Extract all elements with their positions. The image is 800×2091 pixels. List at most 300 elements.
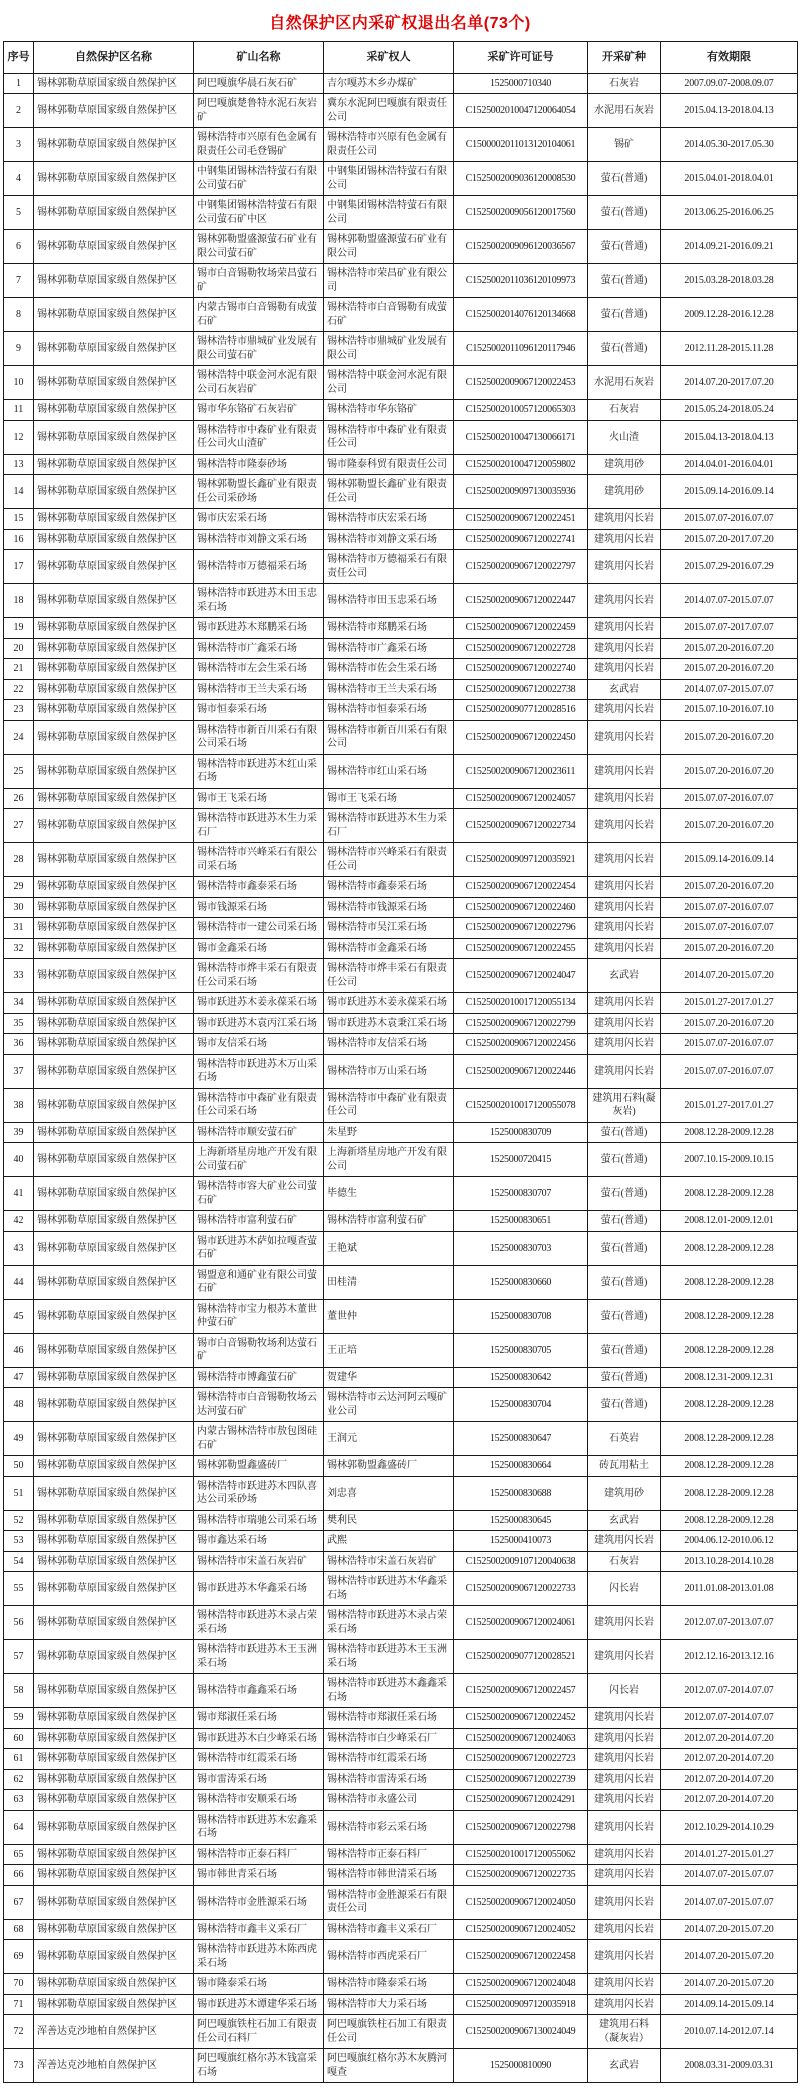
table-row	[4, 1674, 798, 1708]
cell-period: 2012.07.07-2014.07.07	[661, 1674, 798, 1708]
cell-mine: 锡市跃进苏木华鑫采石场	[194, 1572, 324, 1606]
cell-reserve: 锡林郭勒草原国家级自然保护区	[34, 1551, 194, 1572]
cell-holder: 锡林浩特市跃进苏木生力采石厂	[324, 809, 454, 843]
table-row	[4, 638, 798, 659]
table-row	[4, 1572, 798, 1606]
cell-mine: 锡林浩特市刘静文采石场	[194, 529, 324, 550]
cell-reserve: 锡林郭勒草原国家级自然保护区	[34, 1422, 194, 1456]
cell-no: 35	[4, 1013, 34, 1034]
cell-reserve: 锡林郭勒草原国家级自然保护区	[34, 332, 194, 366]
cell-mineral: 玄武岩	[588, 679, 661, 700]
cell-license: C1525002009067120022451	[454, 509, 588, 530]
cell-mineral: 石灰岩	[588, 1551, 661, 1572]
cell-no: 59	[4, 1708, 34, 1729]
cell-period: 2014.07.07-2015.07.07	[661, 1865, 798, 1886]
cell-license: 1525000830645	[454, 1510, 588, 1531]
cell-mine: 锡林浩特市安顺采石场	[194, 1790, 324, 1811]
cell-mine: 锡林浩特市顺安萤石矿	[194, 1122, 324, 1143]
cell-reserve: 锡林郭勒草原国家级自然保护区	[34, 1177, 194, 1211]
cell-reserve: 锡林郭勒草原国家级自然保护区	[34, 509, 194, 530]
table-row	[4, 1708, 798, 1729]
cell-period: 2008.12.28-2009.12.28	[661, 1122, 798, 1143]
cell-no: 68	[4, 1919, 34, 1940]
table-row	[4, 618, 798, 639]
cell-period: 2015.07.07-2016.07.07	[661, 897, 798, 918]
cell-mine: 锡市跃进苏木萨如拉嘎查萤石矿	[194, 1231, 324, 1265]
cell-mine: 内蒙古锡市白音锡勒有成萤石矿	[194, 298, 324, 332]
cell-mine: 锡林浩特市兴峰采石有限公司采石场	[194, 843, 324, 877]
cell-license: C1525002010017120055134	[454, 993, 588, 1014]
cell-reserve: 锡林郭勒草原国家级自然保护区	[34, 298, 194, 332]
cell-reserve: 锡林郭勒草原国家级自然保护区	[34, 1231, 194, 1265]
cell-mine: 锡市白音锡勒牧场荣昌萤石矿	[194, 264, 324, 298]
cell-period: 2012.07.20-2014.07.20	[661, 1728, 798, 1749]
cell-no: 49	[4, 1422, 34, 1456]
cell-mine: 锡林浩特市新百川采石有限公司采石场	[194, 720, 324, 754]
cell-no: 28	[4, 843, 34, 877]
cell-no: 27	[4, 809, 34, 843]
cell-period: 2015.07.07-2016.07.07	[661, 1034, 798, 1055]
cell-no: 17	[4, 550, 34, 584]
table-row	[4, 332, 798, 366]
cell-license: 1525000830688	[454, 1476, 588, 1510]
cell-mineral: 建筑用闪长岩	[588, 1054, 661, 1088]
cell-reserve: 锡林郭勒草原国家级自然保护区	[34, 700, 194, 721]
cell-mineral: 玄武岩	[588, 2049, 661, 2083]
header-col-reserve: 自然保护区名称	[34, 42, 194, 74]
table-row	[4, 2049, 798, 2083]
cell-period: 2014.07.07-2015.07.07	[661, 1885, 798, 1919]
cell-mine: 锡林浩特市中森矿业有限责任公司火山渣矿	[194, 420, 324, 454]
cell-mine: 锡林浩特市瑞驰公司采石场	[194, 1510, 324, 1531]
cell-mineral: 萤石(普通)	[588, 196, 661, 230]
cell-holder: 冀东水泥阿巴嘎旗有限责任公司	[324, 94, 454, 128]
cell-license: C1525002009067120022454	[454, 877, 588, 898]
cell-license: 1525000830708	[454, 1299, 588, 1333]
table-row	[4, 230, 798, 264]
cell-no: 38	[4, 1088, 34, 1122]
cell-license: C1525002009067120022457	[454, 1674, 588, 1708]
cell-mineral: 建筑用闪长岩	[588, 659, 661, 680]
cell-mine: 锡林浩特中联金河水泥有限公司石灰岩矿	[194, 366, 324, 400]
cell-mineral: 建筑用闪长岩	[588, 809, 661, 843]
cell-license: 1525000830703	[454, 1231, 588, 1265]
cell-holder: 锡林浩特市钱源采石场	[324, 897, 454, 918]
cell-license: C1525002009067120023611	[454, 754, 588, 788]
cell-holder: 锡林郭勒盟长鑫矿业有限责任公司	[324, 475, 454, 509]
cell-reserve: 锡林郭勒草原国家级自然保护区	[34, 1456, 194, 1477]
cell-mineral: 水泥用石灰岩	[588, 94, 661, 128]
cell-mine: 锡市鑫达采石场	[194, 1531, 324, 1552]
cell-mineral: 闪长岩	[588, 1674, 661, 1708]
cell-license: C1525002009097120035918	[454, 1994, 588, 2015]
table-row	[4, 959, 798, 993]
cell-period: 2015.07.07-2017.07.07	[661, 618, 798, 639]
cell-holder: 锡林浩特市万德福采石有限责任公司	[324, 550, 454, 584]
cell-mineral: 萤石(普通)	[588, 1333, 661, 1367]
cell-no: 6	[4, 230, 34, 264]
cell-mine: 上海新塔星房地产开发有限公司萤石矿	[194, 1143, 324, 1177]
header-col-mine: 矿山名称	[194, 42, 324, 74]
cell-period: 2012.07.07-2013.07.07	[661, 1606, 798, 1640]
cell-mineral: 建筑用石料（凝灰岩）	[588, 2015, 661, 2049]
cell-mineral: 萤石(普通)	[588, 162, 661, 196]
cell-no: 66	[4, 1865, 34, 1886]
cell-no: 30	[4, 897, 34, 918]
cell-no: 12	[4, 420, 34, 454]
cell-reserve: 锡林郭勒草原国家级自然保护区	[34, 1708, 194, 1729]
cell-reserve: 锡林郭勒草原国家级自然保护区	[34, 550, 194, 584]
cell-period: 2015.04.13-2018.04.13	[661, 94, 798, 128]
cell-reserve: 锡林郭勒草原国家级自然保护区	[34, 1940, 194, 1974]
cell-reserve: 锡林郭勒草原国家级自然保护区	[34, 1572, 194, 1606]
cell-mineral: 建筑用闪长岩	[588, 1708, 661, 1729]
table-row	[4, 162, 798, 196]
cell-license: 1525000830705	[454, 1333, 588, 1367]
cell-license: C1525002009067120022740	[454, 659, 588, 680]
cell-period: 2012.11.28-2015.11.28	[661, 332, 798, 366]
cell-license: 1525000830642	[454, 1367, 588, 1388]
cell-period: 2015.09.14-2016.09.14	[661, 475, 798, 509]
cell-no: 29	[4, 877, 34, 898]
cell-no: 62	[4, 1769, 34, 1790]
cell-holder: 锡林浩特市刘静文采石场	[324, 529, 454, 550]
table-row	[4, 1088, 798, 1122]
table-row	[4, 420, 798, 454]
cell-period: 2014.07.07-2015.07.07	[661, 584, 798, 618]
header-col-period: 有效期限	[661, 42, 798, 74]
cell-no: 43	[4, 1231, 34, 1265]
cell-mine: 锡林浩特市跃进苏木红山采石场	[194, 754, 324, 788]
cell-mine: 锡林浩特市跃进苏木王玉洲采石场	[194, 1640, 324, 1674]
cell-mine: 锡盟意和通矿业有限公司萤石矿	[194, 1265, 324, 1299]
cell-license: C1525002009067120024057	[454, 788, 588, 809]
table-row	[4, 1211, 798, 1232]
cell-mine: 锡林浩特市跃进苏木四队喜达公司采砂场	[194, 1476, 324, 1510]
cell-mineral: 萤石(普通)	[588, 332, 661, 366]
cell-license: C1525002009067120022728	[454, 638, 588, 659]
cell-holder: 上海新塔星房地产开发有限公司	[324, 1143, 454, 1177]
cell-holder: 锡林浩特市白少峰采石厂	[324, 1728, 454, 1749]
cell-period: 2014.07.20-2015.07.20	[661, 1919, 798, 1940]
cell-holder: 锡林浩特市跃进苏木王玉洲采石场	[324, 1640, 454, 1674]
cell-holder: 阿巴嘎旗铁柱石加工有限责任公司	[324, 2015, 454, 2049]
cell-holder: 锡市跃进苏木姜永葆采石场	[324, 993, 454, 1014]
cell-mineral: 建筑用闪长岩	[588, 938, 661, 959]
cell-holder: 吉尔嘎苏木乡办煤矿	[324, 73, 454, 94]
cell-mine: 中钢集团锡林浩特萤石有限公司萤石矿中区	[194, 196, 324, 230]
cell-license: 1525000710340	[454, 73, 588, 94]
cell-mine: 锡林浩特市跃进苏木录占荣采石场	[194, 1606, 324, 1640]
cell-mine: 锡林浩特市红霞采石场	[194, 1749, 324, 1770]
cell-no: 45	[4, 1299, 34, 1333]
cell-license: C1525002009067120022723	[454, 1749, 588, 1770]
cell-reserve: 锡林郭勒草原国家级自然保护区	[34, 843, 194, 877]
table-row	[4, 659, 798, 680]
header-row	[4, 42, 798, 74]
cell-mine: 内蒙古锡林浩特市敖包图硅石矿	[194, 1422, 324, 1456]
cell-reserve: 锡林郭勒草原国家级自然保护区	[34, 897, 194, 918]
cell-mine: 锡林浩特市鑫泰采石场	[194, 877, 324, 898]
cell-license: 1525000830704	[454, 1388, 588, 1422]
cell-holder: 锡林浩特市永盛公司	[324, 1790, 454, 1811]
cell-holder: 阿巴嘎旗红格尔苏木灰腾河嘎查	[324, 2049, 454, 2083]
cell-holder: 锡林浩特市万山采石场	[324, 1054, 454, 1088]
cell-period: 2015.07.07-2016.07.07	[661, 509, 798, 530]
cell-mineral: 建筑用砂	[588, 1476, 661, 1510]
cell-mineral: 火山渣	[588, 420, 661, 454]
cell-no: 47	[4, 1367, 34, 1388]
table-row	[4, 1728, 798, 1749]
cell-period: 2012.12.16-2013.12.16	[661, 1640, 798, 1674]
cell-mineral: 萤石(普通)	[588, 230, 661, 264]
cell-holder: 董世仲	[324, 1299, 454, 1333]
cell-license: C1525002009067120024047	[454, 959, 588, 993]
cell-mine: 锡林浩特市隆泰砂场	[194, 454, 324, 475]
cell-mine: 阿巴嘎旗华晨石灰石矿	[194, 73, 324, 94]
cell-mine: 锡林浩特市兴原有色金属有限责任公司毛登锡矿	[194, 128, 324, 162]
cell-reserve: 锡林郭勒草原国家级自然保护区	[34, 1790, 194, 1811]
cell-holder: 锡林浩特市隆泰采石场	[324, 1974, 454, 1995]
cell-no: 56	[4, 1606, 34, 1640]
cell-period: 2008.12.31-2009.12.31	[661, 1367, 798, 1388]
cell-mineral: 建筑用闪长岩	[588, 897, 661, 918]
cell-holder: 锡林浩特市金鑫采石场	[324, 938, 454, 959]
cell-period: 2008.12.28-2009.12.28	[661, 1177, 798, 1211]
table-row	[4, 1177, 798, 1211]
table-row	[4, 196, 798, 230]
cell-period: 2015.07.20-2016.07.20	[661, 1013, 798, 1034]
cell-no: 15	[4, 509, 34, 530]
cell-reserve: 锡林郭勒草原国家级自然保护区	[34, 809, 194, 843]
cell-no: 44	[4, 1265, 34, 1299]
cell-license: C1525002009067120022458	[454, 1940, 588, 1974]
cell-holder: 锡林浩特市烨丰采石有限责任公司	[324, 959, 454, 993]
cell-no: 55	[4, 1572, 34, 1606]
cell-period: 2012.07.20-2014.07.20	[661, 1769, 798, 1790]
cell-mineral: 建筑用闪长岩	[588, 720, 661, 754]
cell-reserve: 锡林郭勒草原国家级自然保护区	[34, 73, 194, 94]
cell-no: 2	[4, 94, 34, 128]
cell-holder: 锡林浩特市荣昌矿业有限公司	[324, 264, 454, 298]
cell-holder: 锡林浩特中联金河水泥有限公司	[324, 366, 454, 400]
cell-reserve: 锡林郭勒草原国家级自然保护区	[34, 1143, 194, 1177]
cell-license: C1525002009067120022460	[454, 897, 588, 918]
cell-mineral: 建筑用闪长岩	[588, 1940, 661, 1974]
cell-mineral: 建筑用闪长岩	[588, 993, 661, 1014]
cell-period: 2015.07.07-2016.07.07	[661, 788, 798, 809]
cell-mineral: 萤石(普通)	[588, 264, 661, 298]
cell-mineral: 建筑用闪长岩	[588, 618, 661, 639]
cell-holder: 锡林浩特市恒泰采石场	[324, 700, 454, 721]
cell-period: 2015.07.20-2016.07.20	[661, 938, 798, 959]
cell-period: 2008.12.28-2009.12.28	[661, 1456, 798, 1477]
cell-license: C1525002009067120022446	[454, 1054, 588, 1088]
cell-no: 42	[4, 1211, 34, 1232]
cell-reserve: 锡林郭勒草原国家级自然保护区	[34, 1333, 194, 1367]
cell-no: 25	[4, 754, 34, 788]
cell-mine: 锡市雷涛采石场	[194, 1769, 324, 1790]
cell-license: C1525002009067120022741	[454, 529, 588, 550]
table-row	[4, 1388, 798, 1422]
cell-holder: 中钢集团锡林浩特萤石有限公司	[324, 162, 454, 196]
cell-mine: 锡林浩特市广鑫采石场	[194, 638, 324, 659]
cell-period: 2010.07.14-2012.07.14	[661, 2015, 798, 2049]
cell-license: C1525002009067120022452	[454, 1708, 588, 1729]
cell-mine: 锡市跃进苏木白少峰采石场	[194, 1728, 324, 1749]
cell-license: 1525000830660	[454, 1265, 588, 1299]
cell-mine: 锡市金鑫采石场	[194, 938, 324, 959]
cell-period: 2015.07.29-2016.07.29	[661, 550, 798, 584]
cell-period: 2008.12.28-2009.12.28	[661, 1265, 798, 1299]
table-row	[4, 584, 798, 618]
cell-period: 2012.07.07-2014.07.07	[661, 1708, 798, 1729]
table-row	[4, 298, 798, 332]
cell-license: 1525000830709	[454, 1122, 588, 1143]
cell-period: 2015.07.20-2016.07.20	[661, 809, 798, 843]
cell-no: 50	[4, 1456, 34, 1477]
cell-no: 57	[4, 1640, 34, 1674]
cell-license: C1525002010047120064054	[454, 94, 588, 128]
header-col-holder: 采矿权人	[324, 42, 454, 74]
cell-period: 2013.06.25-2016.06.25	[661, 196, 798, 230]
cell-mineral: 建筑用闪长岩	[588, 754, 661, 788]
cell-mineral: 建筑用闪长岩	[588, 1606, 661, 1640]
cell-mineral: 萤石(普通)	[588, 1211, 661, 1232]
cell-period: 2015.07.20-2016.07.20	[661, 659, 798, 680]
table-row	[4, 1640, 798, 1674]
cell-mineral: 建筑用闪长岩	[588, 788, 661, 809]
cell-mineral: 建筑用闪长岩	[588, 509, 661, 530]
cell-no: 33	[4, 959, 34, 993]
cell-license: C1525002009067120024291	[454, 1790, 588, 1811]
table-row	[4, 400, 798, 421]
cell-license: 1525000830707	[454, 1177, 588, 1211]
cell-holder: 锡林浩特市中森矿业有限责任公司	[324, 420, 454, 454]
cell-license: C1525002010017120055078	[454, 1088, 588, 1122]
cell-license: C1525002009067120022799	[454, 1013, 588, 1034]
cell-mineral: 玄武岩	[588, 959, 661, 993]
cell-no: 61	[4, 1749, 34, 1770]
cell-mineral: 建筑用闪长岩	[588, 877, 661, 898]
cell-reserve: 锡林郭勒草原国家级自然保护区	[34, 679, 194, 700]
cell-period: 2014.09.21-2016.09.21	[661, 230, 798, 264]
cell-mine: 锡市跃进苏木姜永葆采石场	[194, 993, 324, 1014]
cell-no: 19	[4, 618, 34, 639]
cell-holder: 锡林浩特市华东铬矿	[324, 400, 454, 421]
cell-holder: 锡林浩特市庆宏采石场	[324, 509, 454, 530]
cell-license: C1525002010057120065303	[454, 400, 588, 421]
cell-reserve: 锡林郭勒草原国家级自然保护区	[34, 454, 194, 475]
cell-holder: 王润元	[324, 1422, 454, 1456]
cell-holder: 锡林浩特市佐会生采石场	[324, 659, 454, 680]
cell-reserve: 锡林郭勒草原国家级自然保护区	[34, 1640, 194, 1674]
cell-mineral: 萤石(普通)	[588, 298, 661, 332]
cell-period: 2014.07.07-2015.07.07	[661, 679, 798, 700]
cell-no: 52	[4, 1510, 34, 1531]
cell-holder: 锡林浩特市西虎采石厂	[324, 1940, 454, 1974]
cell-period: 2008.03.31-2009.03.31	[661, 2049, 798, 2083]
cell-period: 2007.10.15-2009.10.15	[661, 1143, 798, 1177]
cell-mine: 锡市恒泰采石场	[194, 700, 324, 721]
table-row	[4, 1456, 798, 1477]
cell-reserve: 锡林郭勒草原国家级自然保护区	[34, 1810, 194, 1844]
cell-mineral: 水泥用石灰岩	[588, 366, 661, 400]
cell-mineral: 建筑用闪长岩	[588, 1728, 661, 1749]
cell-reserve: 浑善达克沙地柏自然保护区	[34, 2049, 194, 2083]
table-row	[4, 1606, 798, 1640]
cell-mineral: 建筑用闪长岩	[588, 1790, 661, 1811]
cell-reserve: 锡林郭勒草原国家级自然保护区	[34, 1013, 194, 1034]
cell-no: 4	[4, 162, 34, 196]
cell-period: 2014.07.20-2015.07.20	[661, 1974, 798, 1995]
table-row	[4, 918, 798, 939]
cell-reserve: 锡林郭勒草原国家级自然保护区	[34, 196, 194, 230]
cell-period: 2008.12.01-2009.12.01	[661, 1211, 798, 1232]
cell-holder: 田桂清	[324, 1265, 454, 1299]
mining-rights-exit-table	[3, 41, 798, 2083]
table-row	[4, 2015, 798, 2049]
cell-mineral: 石灰岩	[588, 73, 661, 94]
cell-no: 8	[4, 298, 34, 332]
cell-mineral: 建筑用石料(凝灰岩)	[588, 1088, 661, 1122]
cell-mine: 锡林郭勒盟盛源萤石矿业有限公司萤石矿	[194, 230, 324, 264]
cell-period: 2008.12.28-2009.12.28	[661, 1333, 798, 1367]
cell-license: C1525002009036120008530	[454, 162, 588, 196]
cell-reserve: 锡林郭勒草原国家级自然保护区	[34, 1919, 194, 1940]
cell-no: 71	[4, 1994, 34, 2015]
cell-reserve: 锡林郭勒草原国家级自然保护区	[34, 1844, 194, 1865]
cell-mineral: 建筑用闪长岩	[588, 584, 661, 618]
cell-reserve: 锡林郭勒草原国家级自然保护区	[34, 1885, 194, 1919]
cell-mine: 锡林浩特市一建公司采石场	[194, 918, 324, 939]
cell-mineral: 砖瓦用粘土	[588, 1456, 661, 1477]
cell-mineral: 建筑用闪长岩	[588, 1885, 661, 1919]
cell-reserve: 锡林郭勒草原国家级自然保护区	[34, 1054, 194, 1088]
cell-license: C1525002011036120109973	[454, 264, 588, 298]
cell-holder: 锡市隆泰科贸有限责任公司	[324, 454, 454, 475]
cell-reserve: 锡林郭勒草原国家级自然保护区	[34, 1749, 194, 1770]
table-row	[4, 475, 798, 509]
cell-license: C1525002009067120022738	[454, 679, 588, 700]
cell-period: 2014.07.20-2015.07.20	[661, 959, 798, 993]
cell-reserve: 锡林郭勒草原国家级自然保护区	[34, 1728, 194, 1749]
cell-reserve: 锡林郭勒草原国家级自然保护区	[34, 94, 194, 128]
table-row	[4, 1865, 798, 1886]
table-row	[4, 1940, 798, 1974]
table-row	[4, 679, 798, 700]
cell-mine: 锡林浩特市跃进苏木宏鑫采石场	[194, 1810, 324, 1844]
table-row	[4, 897, 798, 918]
table-row	[4, 1510, 798, 1531]
cell-no: 23	[4, 700, 34, 721]
cell-mine: 锡市华东铬矿石灰岩矿	[194, 400, 324, 421]
cell-mine: 锡林浩特市博鑫萤石矿	[194, 1367, 324, 1388]
cell-holder: 王正培	[324, 1333, 454, 1367]
cell-license: C1525002009067120022456	[454, 1034, 588, 1055]
cell-reserve: 锡林郭勒草原国家级自然保护区	[34, 264, 194, 298]
table-row	[4, 94, 798, 128]
cell-license: 1525000830647	[454, 1422, 588, 1456]
cell-no: 22	[4, 679, 34, 700]
cell-holder: 锡林浩特市田玉忠采石场	[324, 584, 454, 618]
cell-no: 73	[4, 2049, 34, 2083]
cell-no: 60	[4, 1728, 34, 1749]
cell-license: C1525002009067120024050	[454, 1885, 588, 1919]
table-row	[4, 1531, 798, 1552]
table-row	[4, 509, 798, 530]
cell-license: C1525002009067120022798	[454, 1810, 588, 1844]
